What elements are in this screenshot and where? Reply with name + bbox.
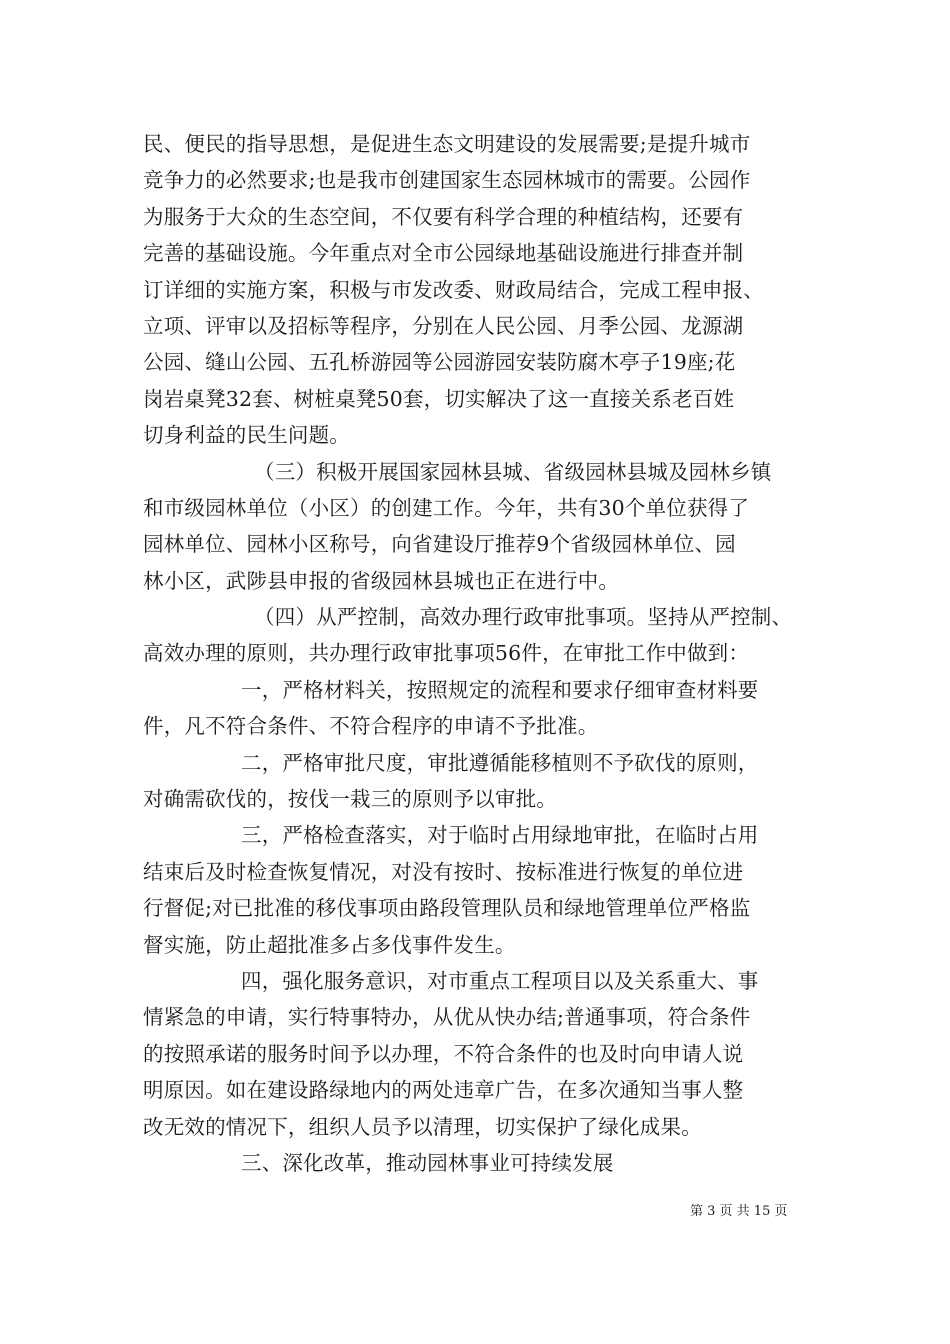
text-line: 林小区，武陟县申报的省级园林县城也正在进行中。 bbox=[143, 568, 620, 593]
text-line: 岗岩桌凳32套、树桩桌凳50套，切实解决了这一直接关系老百姓 bbox=[143, 386, 735, 411]
section-heading: （四）从严控制，高效办理行政审批事项。坚持从严控制、 bbox=[254, 605, 793, 630]
text-line: 和市级园林单位（小区）的创建工作。今年，共有30个单位获得了 bbox=[143, 495, 750, 520]
text-line: 公园、缝山公园、五孔桥游园等公园游园安装防腐木亭子19座;花 bbox=[143, 350, 736, 375]
list-item-start: 三，严格检查落实，对于临时占用绿地审批，在临时占用 bbox=[241, 823, 759, 848]
page-number-footer: 第 3 页 共 15 页 bbox=[690, 1204, 788, 1219]
list-item-start: 四，强化服务意识，对市重点工程项目以及关系重大、事 bbox=[241, 968, 759, 993]
document-body bbox=[143, 126, 808, 1181]
text-line: 订详细的实施方案，积极与市发改委、财政局结合，完成工程申报、 bbox=[143, 277, 764, 302]
text-line: 园林单位、园林小区称号，向省建设厅推荐9个省级园林单位、园 bbox=[143, 532, 736, 557]
text-line: 切身利益的民生问题。 bbox=[143, 423, 350, 448]
text-line: 为服务于大众的生态空间，不仅要有科学合理的种植结构，还要有 bbox=[143, 204, 744, 229]
text-line: 件，凡不符合条件、不符合程序的申请不予批准。 bbox=[143, 714, 599, 739]
text-line: 对确需砍伐的，按伐一栽三的原则予以审批。 bbox=[143, 787, 557, 812]
text-line: 完善的基础设施。今年重点对全市公园绿地基础设施进行排查并制 bbox=[143, 241, 744, 266]
section-heading: 三、深化改革，推动园林事业可持续发展 bbox=[241, 1150, 614, 1175]
text-line: 立项、评审以及招标等程序，分别在人民公园、月季公园、龙源湖 bbox=[143, 313, 744, 338]
text-line: 改无效的情况下，组织人员予以清理，切实保护了绿化成果。 bbox=[143, 1114, 702, 1139]
text-line: 行督促;对已批准的移伐事项由路段管理队员和绿地管理单位严格监 bbox=[143, 896, 751, 921]
list-item-start: 二，严格审批尺度，审批遵循能移植则不予砍伐的原则， bbox=[241, 750, 759, 775]
text-line: 结束后及时检查恢复情况，对没有按时、按标准进行恢复的单位进 bbox=[143, 859, 744, 884]
text-line: 的按照承诺的服务时间予以办理，不符合条件的也及时向申请人说 bbox=[143, 1041, 744, 1066]
text-line: 情紧急的申请，实行特事特办，从优从快办结;普通事项，符合条件 bbox=[143, 1005, 751, 1030]
text-line: 督实施，防止超批准多占多伐事件发生。 bbox=[143, 932, 516, 957]
text-line: 竞争力的必然要求;也是我市创建国家生态园林城市的需要。公园作 bbox=[143, 168, 751, 193]
text-line: 高效办理的原则，共办理行政审批事项56件，在审批工作中做到： bbox=[143, 641, 750, 666]
text-line: 民、便民的指导思想，是促进生态文明建设的发展需要;是提升城市 bbox=[143, 132, 751, 156]
text-line: 明原因。如在建设路绿地内的两处违章广告，在多次通知当事人整 bbox=[143, 1078, 744, 1103]
section-heading: （三）积极开展国家园林县城、省级园林县城及园林乡镇 bbox=[254, 459, 772, 484]
list-item-start: 一，严格材料关，按照规定的流程和要求仔细审查材料要 bbox=[241, 677, 759, 702]
